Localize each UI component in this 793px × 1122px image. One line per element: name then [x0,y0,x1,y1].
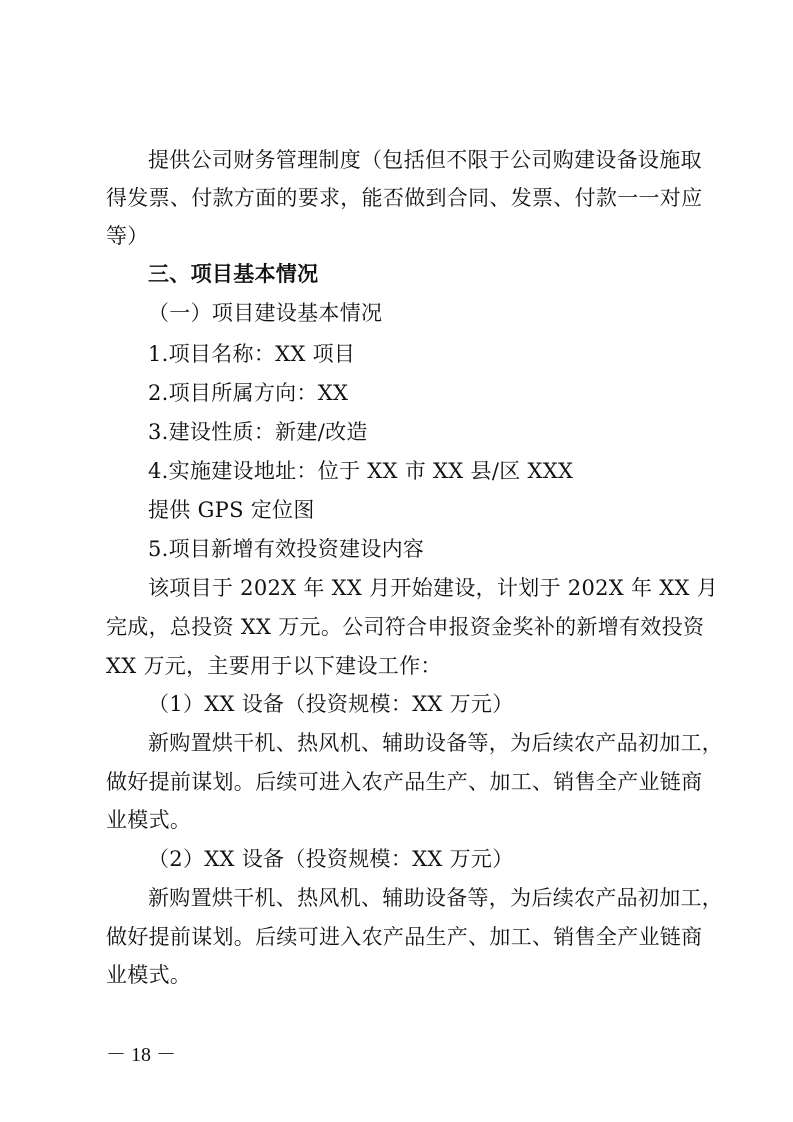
finance-paragraph-line-2: 得发票、付款方面的要求，能否做到合同、发票、付款一一对应 [106,186,703,210]
page-number: － 18 － [106,1044,176,1066]
gps-map-note: 提供 GPS 定位图 [148,498,315,522]
investment-paragraph-line-3: XX 万元，主要用于以下建设工作： [106,654,442,678]
item-new-investment: 5.项目新增有效投资建设内容 [148,537,425,561]
equipment-2-heading: （2）XX 设备（投资规模：XX 万元） [148,847,514,871]
section-3-heading: 三、项目基本情况 [148,262,319,286]
investment-paragraph-line-2: 完成，总投资 XX 万元。公司符合申报资金奖补的新增有效投资 [106,615,705,639]
item-construction-address: 4.实施建设地址：位于 XX 市 XX 县/区 XXX [148,459,574,483]
finance-paragraph-line-1: 提供公司财务管理制度（包括但不限于公司购建设备设施取 [148,148,702,172]
finance-paragraph-line-3: 等） [106,224,149,248]
subsection-1-heading: （一）项目建设基本情况 [148,301,383,325]
item-project-direction: 2.项目所属方向：XX [148,381,349,405]
equipment-1-line-2: 做好提前谋划。后续可进入农产品生产、加工、销售全产业链商 [106,770,703,794]
equipment-1-line-1: 新购置烘干机、热风机、辅助设备等，为后续农产品初加工， [148,731,724,755]
equipment-2-line-3: 业模式。 [106,963,192,987]
equipment-2-line-1: 新购置烘干机、热风机、辅助设备等，为后续农产品初加工， [148,886,724,910]
investment-paragraph-line-1: 该项目于 202X 年 XX 月开始建设，计划于 202X 年 XX 月 [148,576,719,600]
equipment-2-line-2: 做好提前谋划。后续可进入农产品生产、加工、销售全产业链商 [106,925,703,949]
equipment-1-heading: （1）XX 设备（投资规模：XX 万元） [148,692,514,716]
equipment-1-line-3: 业模式。 [106,808,192,832]
item-construction-nature: 3.建设性质：新建/改造 [148,420,368,444]
item-project-name: 1.项目名称：XX 项目 [148,342,356,366]
